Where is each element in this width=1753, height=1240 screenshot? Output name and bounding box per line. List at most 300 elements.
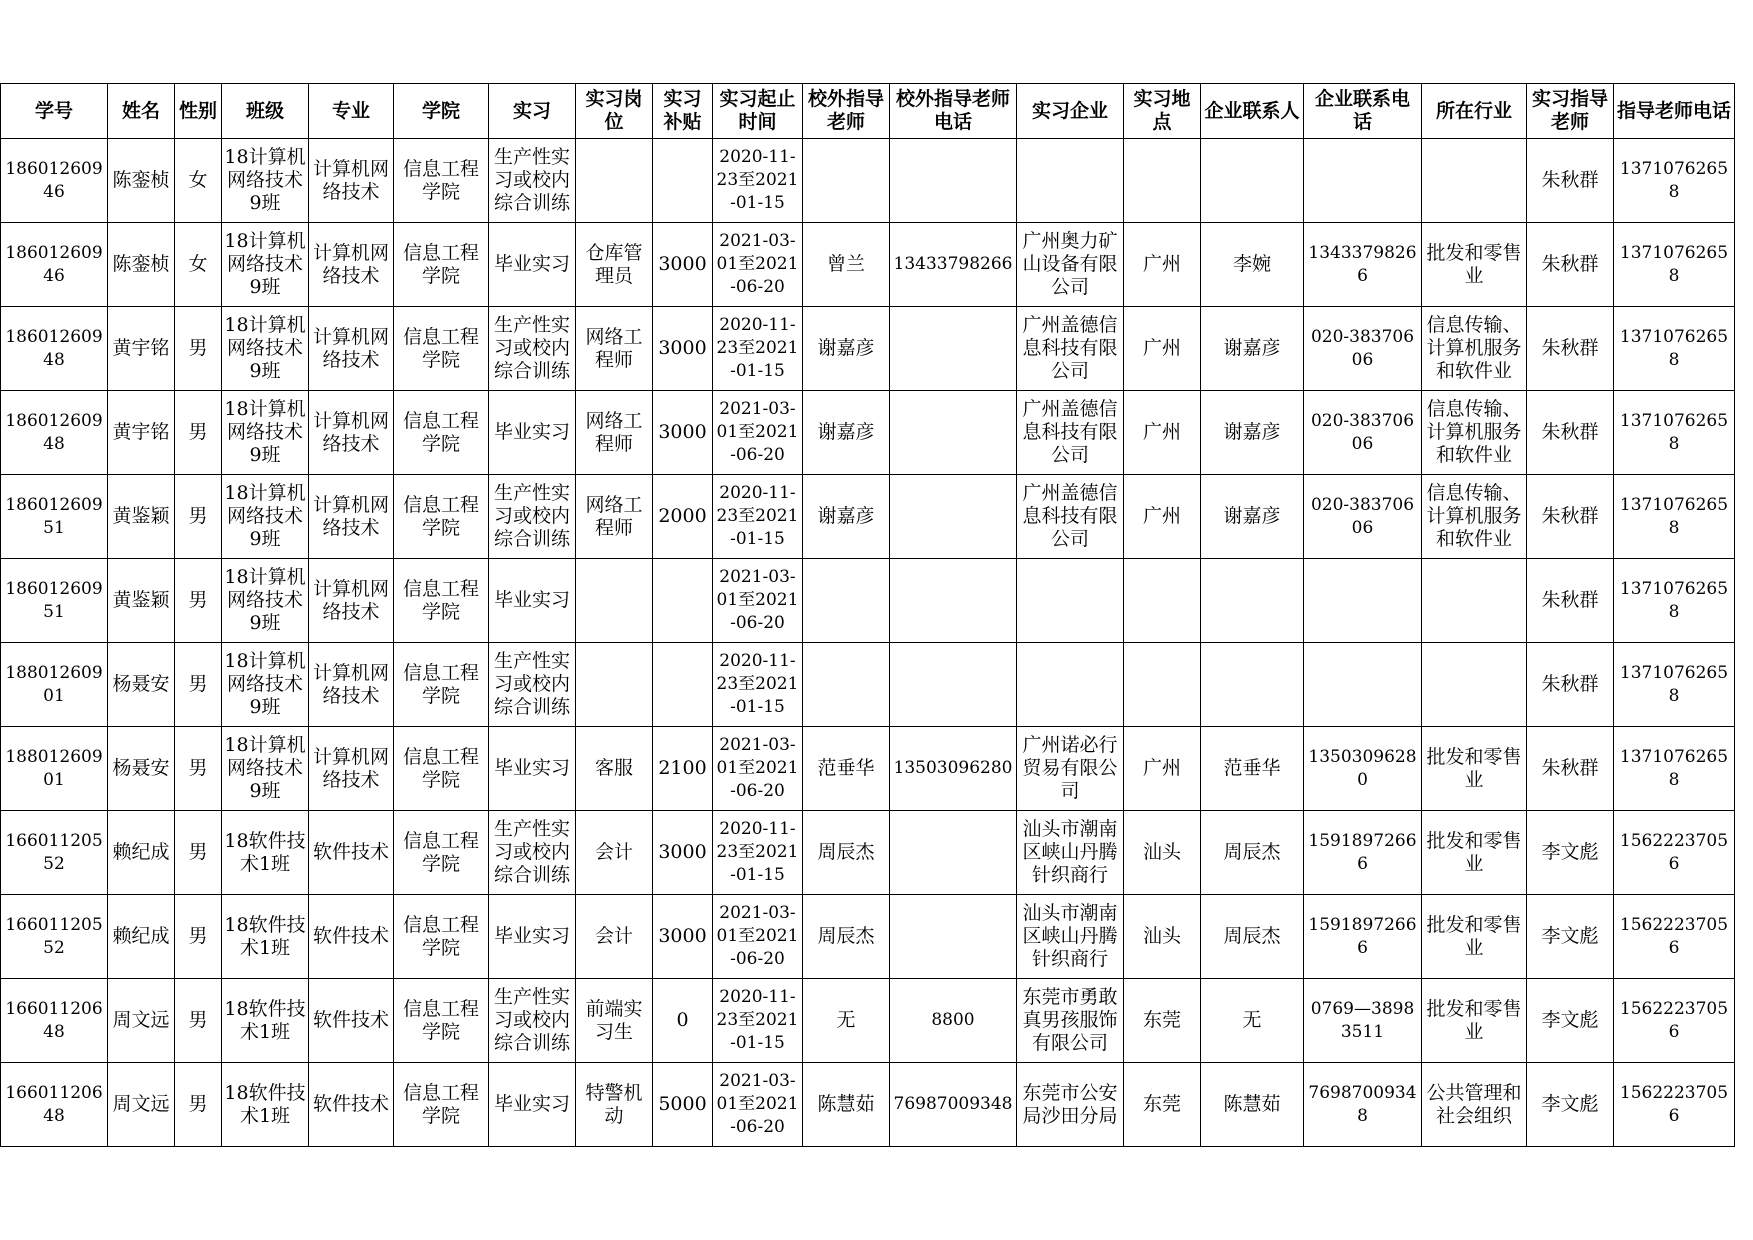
- cell-company: [1017, 223, 1124, 307]
- cell-text: 计算机网络技术: [312, 241, 389, 287]
- cell-text: 会计: [594, 841, 633, 863]
- cell-text: 13710762658: [1619, 242, 1729, 286]
- cell-text: 陈銮桢: [112, 169, 170, 191]
- cell-class: [222, 223, 309, 307]
- cell-period: [713, 559, 803, 643]
- cell-text: 前端实习生: [585, 997, 643, 1043]
- cell-text: 广州: [1142, 505, 1181, 527]
- cell-text: 020-38370606: [1310, 494, 1415, 538]
- cell-student-id: [1, 475, 108, 559]
- cell-text: 毕业实习: [493, 1093, 570, 1115]
- cell-class: [222, 727, 309, 811]
- cell-internship-type: [489, 811, 576, 895]
- cell-external-tutor: [803, 895, 890, 979]
- cell-text: 杨聂安: [112, 757, 170, 779]
- cell-text: 2020-11-23至2021-01-15: [716, 651, 799, 717]
- cell-internship-type: [489, 727, 576, 811]
- cell-text: 2020-11-23至2021-01-15: [716, 315, 799, 381]
- cell-company-contact: [1201, 475, 1304, 559]
- cell-text: 16601120648: [5, 1082, 103, 1126]
- cell-internship-tutor: [1527, 307, 1614, 391]
- cell-text: 生产性实习或校内综合训练: [493, 650, 570, 718]
- cell-subsidy: [653, 391, 713, 475]
- cell-text: 2021-03-01至2021-06-20: [716, 735, 799, 801]
- cell-text: 朱秋群: [1541, 253, 1599, 275]
- cell-text: 无: [836, 1009, 856, 1031]
- cell-internship-type: [489, 223, 576, 307]
- cell-text: 朱秋群: [1541, 505, 1599, 527]
- cell-period: [713, 895, 803, 979]
- cell-name: [108, 979, 175, 1063]
- cell-text: 2100: [658, 757, 707, 779]
- cell-text: 信息工程学院: [402, 829, 479, 875]
- cell-location: [1124, 559, 1201, 643]
- cell-company-contact: [1201, 391, 1304, 475]
- cell-text: 朱秋群: [1541, 421, 1599, 443]
- cell-text: 13433798266: [893, 254, 1013, 274]
- cell-company: [1017, 559, 1124, 643]
- cell-tutor-phone: [1614, 391, 1735, 475]
- column-header-class: 班级: [222, 84, 309, 139]
- cell-text: 2021-03-01至2021-06-20: [716, 399, 799, 465]
- cell-internship-type: [489, 895, 576, 979]
- cell-text: 生产性实习或校内综合训练: [493, 314, 570, 382]
- cell-text: 计算机网络技术: [312, 577, 389, 623]
- cell-college: [394, 475, 489, 559]
- table-row: [1, 223, 1735, 307]
- cell-position: [576, 307, 653, 391]
- header-row: [1, 84, 1735, 139]
- cell-position: [576, 727, 653, 811]
- cell-company-contact: [1201, 979, 1304, 1063]
- cell-industry: [1422, 727, 1527, 811]
- cell-class: [222, 475, 309, 559]
- cell-external-tutor: [803, 139, 890, 223]
- table-row: [1, 475, 1735, 559]
- cell-location: [1124, 475, 1201, 559]
- cell-text: 2021-03-01至2021-06-20: [716, 903, 799, 969]
- cell-text: 男: [188, 841, 208, 863]
- cell-text: 2021-03-01至2021-06-20: [716, 567, 799, 633]
- cell-text: 18计算机网络技术9班: [224, 734, 306, 802]
- cell-text: 男: [188, 589, 208, 611]
- cell-gender: [175, 475, 222, 559]
- cell-text: 批发和零售业: [1426, 997, 1522, 1043]
- cell-external-tutor-phone: [890, 475, 1017, 559]
- cell-industry: [1422, 1063, 1527, 1147]
- cell-position: [576, 559, 653, 643]
- cell-text: 广州: [1142, 757, 1181, 779]
- cell-text: 网络工程师: [585, 493, 643, 539]
- cell-subsidy: [653, 643, 713, 727]
- cell-text: 76987009348: [893, 1094, 1013, 1114]
- cell-gender: [175, 391, 222, 475]
- cell-external-tutor-phone: [890, 895, 1017, 979]
- cell-college: [394, 727, 489, 811]
- cell-text: 生产性实习或校内综合训练: [493, 482, 570, 550]
- cell-text: 汕头: [1142, 841, 1181, 863]
- table-row: [1, 811, 1735, 895]
- cell-internship-type: [489, 559, 576, 643]
- cell-tutor-phone: [1614, 643, 1735, 727]
- cell-text: 批发和零售业: [1426, 745, 1522, 791]
- table-row: [1, 979, 1735, 1063]
- cell-industry: [1422, 559, 1527, 643]
- cell-external-tutor-phone: [890, 643, 1017, 727]
- cell-external-tutor-phone: [890, 223, 1017, 307]
- cell-subsidy: [653, 475, 713, 559]
- cell-text: 13710762658: [1619, 158, 1729, 202]
- cell-text: 18601260951: [5, 578, 103, 622]
- cell-position: [576, 475, 653, 559]
- cell-text: 周辰杰: [1223, 925, 1281, 947]
- cell-text: 13710762658: [1619, 578, 1729, 622]
- cell-text: 广州: [1142, 337, 1181, 359]
- cell-company-contact: [1201, 811, 1304, 895]
- cell-industry: [1422, 223, 1527, 307]
- cell-text: 范垂华: [817, 757, 875, 779]
- cell-company-phone: [1304, 391, 1422, 475]
- cell-text: 赖纪成: [112, 841, 170, 863]
- cell-gender: [175, 223, 222, 307]
- column-header-external-tutor-phone: 校外指导老师电话: [890, 84, 1017, 139]
- cell-text: 毕业实习: [493, 589, 570, 611]
- cell-external-tutor: [803, 979, 890, 1063]
- cell-text: 男: [188, 421, 208, 443]
- cell-college: [394, 559, 489, 643]
- table-row: [1, 559, 1735, 643]
- cell-text: 13503096280: [893, 758, 1013, 778]
- cell-text: 信息传输、计算机服务和软件业: [1426, 398, 1522, 466]
- cell-text: 生产性实习或校内综合训练: [493, 818, 570, 886]
- cell-text: 朱秋群: [1541, 757, 1599, 779]
- cell-text: 信息传输、计算机服务和软件业: [1426, 314, 1522, 382]
- cell-text: 谢嘉彦: [1223, 337, 1281, 359]
- cell-college: [394, 1063, 489, 1147]
- cell-internship-type: [489, 979, 576, 1063]
- table-row: [1, 139, 1735, 223]
- cell-external-tutor: [803, 391, 890, 475]
- cell-period: [713, 979, 803, 1063]
- cell-text: 信息工程学院: [402, 745, 479, 791]
- cell-text: 18计算机网络技术9班: [224, 398, 306, 466]
- cell-text: 杨聂安: [112, 673, 170, 695]
- cell-subsidy: [653, 223, 713, 307]
- cell-text: 李文彪: [1541, 925, 1599, 947]
- cell-external-tutor-phone: [890, 1063, 1017, 1147]
- cell-text: 18软件技术1班: [224, 913, 306, 959]
- cell-gender: [175, 979, 222, 1063]
- cell-name: [108, 811, 175, 895]
- cell-text: 毕业实习: [493, 253, 570, 275]
- cell-text: 0769—38983511: [1310, 998, 1415, 1042]
- cell-text: 广州盖德信息科技有限公司: [1022, 398, 1118, 466]
- cell-period: [713, 139, 803, 223]
- cell-external-tutor-phone: [890, 307, 1017, 391]
- cell-company: [1017, 391, 1124, 475]
- cell-name: [108, 223, 175, 307]
- cell-college: [394, 139, 489, 223]
- cell-location: [1124, 1063, 1201, 1147]
- cell-student-id: [1, 727, 108, 811]
- cell-external-tutor-phone: [890, 559, 1017, 643]
- column-header-industry: 所在行业: [1422, 84, 1527, 139]
- cell-text: 15622237056: [1619, 914, 1729, 958]
- table-row: [1, 895, 1735, 979]
- cell-company: [1017, 475, 1124, 559]
- cell-text: 陈銮桢: [112, 253, 170, 275]
- cell-external-tutor: [803, 307, 890, 391]
- cell-college: [394, 391, 489, 475]
- cell-period: [713, 475, 803, 559]
- cell-class: [222, 895, 309, 979]
- cell-text: 13710762658: [1619, 326, 1729, 370]
- cell-company-contact: [1201, 559, 1304, 643]
- cell-gender: [175, 727, 222, 811]
- cell-text: 软件技术: [312, 841, 389, 863]
- cell-industry: [1422, 643, 1527, 727]
- cell-name: [108, 475, 175, 559]
- cell-text: 曾兰: [826, 253, 865, 275]
- cell-text: 信息工程学院: [402, 913, 479, 959]
- cell-company: [1017, 979, 1124, 1063]
- cell-company-contact: [1201, 895, 1304, 979]
- cell-external-tutor-phone: [890, 727, 1017, 811]
- cell-internship-tutor: [1527, 139, 1614, 223]
- cell-gender: [175, 643, 222, 727]
- cell-text: 16601120648: [5, 998, 103, 1042]
- cell-text: 3000: [658, 337, 707, 359]
- cell-position: [576, 979, 653, 1063]
- cell-college: [394, 979, 489, 1063]
- cell-text: 仓库管理员: [585, 241, 643, 287]
- cell-text: 15622237056: [1619, 830, 1729, 874]
- cell-text: 黄鉴颖: [112, 505, 170, 527]
- cell-text: 无: [1242, 1009, 1262, 1031]
- cell-company-contact: [1201, 139, 1304, 223]
- column-header-subsidy: 实习补贴: [653, 84, 713, 139]
- cell-internship-tutor: [1527, 643, 1614, 727]
- cell-location: [1124, 643, 1201, 727]
- cell-company-phone: [1304, 979, 1422, 1063]
- table-row: [1, 643, 1735, 727]
- cell-text: 周文远: [112, 1009, 170, 1031]
- cell-student-id: [1, 307, 108, 391]
- cell-external-tutor: [803, 643, 890, 727]
- cell-text: 15622237056: [1619, 1082, 1729, 1126]
- cell-location: [1124, 223, 1201, 307]
- cell-company-phone: [1304, 139, 1422, 223]
- cell-class: [222, 139, 309, 223]
- column-header-internship-tutor: 实习指导老师: [1527, 84, 1614, 139]
- column-header-major: 专业: [309, 84, 394, 139]
- cell-text: 2000: [658, 505, 707, 527]
- cell-location: [1124, 139, 1201, 223]
- cell-text: 陈慧茹: [1223, 1093, 1281, 1115]
- cell-text: 李婉: [1232, 253, 1271, 275]
- cell-college: [394, 223, 489, 307]
- cell-tutor-phone: [1614, 1063, 1735, 1147]
- cell-text: 13710762658: [1619, 662, 1729, 706]
- cell-text: 2020-11-23至2021-01-15: [716, 147, 799, 213]
- cell-college: [394, 895, 489, 979]
- cell-text: 软件技术: [312, 1009, 389, 1031]
- cell-major: [309, 559, 394, 643]
- cell-text: 陈慧茹: [817, 1093, 875, 1115]
- cell-text: 信息工程学院: [402, 325, 479, 371]
- cell-text: 16601120552: [5, 914, 103, 958]
- cell-text: 18601260951: [5, 494, 103, 538]
- cell-student-id: [1, 391, 108, 475]
- cell-class: [222, 1063, 309, 1147]
- cell-text: 毕业实习: [493, 421, 570, 443]
- cell-text: 18软件技术1班: [224, 1081, 306, 1127]
- cell-text: 计算机网络技术: [312, 745, 389, 791]
- cell-internship-type: [489, 643, 576, 727]
- cell-text: 计算机网络技术: [312, 409, 389, 455]
- cell-text: 李文彪: [1541, 1009, 1599, 1031]
- cell-period: [713, 223, 803, 307]
- cell-name: [108, 1063, 175, 1147]
- cell-internship-tutor: [1527, 475, 1614, 559]
- cell-major: [309, 391, 394, 475]
- cell-position: [576, 811, 653, 895]
- cell-tutor-phone: [1614, 979, 1735, 1063]
- cell-text: 生产性实习或校内综合训练: [493, 986, 570, 1054]
- cell-text: 15918972666: [1308, 830, 1417, 874]
- cell-location: [1124, 727, 1201, 811]
- cell-text: 谢嘉彦: [1223, 505, 1281, 527]
- cell-text: 76987009348: [1308, 1082, 1417, 1126]
- cell-industry: [1422, 979, 1527, 1063]
- cell-class: [222, 979, 309, 1063]
- cell-text: 周文远: [112, 1093, 170, 1115]
- cell-text: 信息工程学院: [402, 1081, 479, 1127]
- column-header-name: 姓名: [108, 84, 175, 139]
- cell-text: 2020-11-23至2021-01-15: [716, 819, 799, 885]
- cell-major: [309, 643, 394, 727]
- cell-text: 8800: [931, 1010, 975, 1030]
- cell-position: [576, 895, 653, 979]
- cell-industry: [1422, 307, 1527, 391]
- cell-text: 批发和零售业: [1426, 241, 1522, 287]
- cell-class: [222, 391, 309, 475]
- cell-external-tutor-phone: [890, 811, 1017, 895]
- cell-position: [576, 1063, 653, 1147]
- cell-name: [108, 727, 175, 811]
- cell-name: [108, 391, 175, 475]
- cell-major: [309, 307, 394, 391]
- cell-text: 谢嘉彦: [1223, 421, 1281, 443]
- column-header-college: 学院: [394, 84, 489, 139]
- cell-internship-tutor: [1527, 895, 1614, 979]
- cell-college: [394, 307, 489, 391]
- cell-student-id: [1, 895, 108, 979]
- cell-text: 广州: [1142, 253, 1181, 275]
- table-row: [1, 727, 1735, 811]
- cell-text: 2021-03-01至2021-06-20: [716, 231, 799, 297]
- cell-company-phone: [1304, 223, 1422, 307]
- cell-text: 软件技术: [312, 1093, 389, 1115]
- cell-text: 东莞市勇敢真男孩服饰有限公司: [1022, 986, 1118, 1054]
- cell-period: [713, 643, 803, 727]
- cell-company: [1017, 895, 1124, 979]
- cell-company: [1017, 643, 1124, 727]
- cell-location: [1124, 895, 1201, 979]
- cell-industry: [1422, 139, 1527, 223]
- cell-text: 18计算机网络技术9班: [224, 650, 306, 718]
- cell-major: [309, 811, 394, 895]
- cell-text: 网络工程师: [585, 409, 643, 455]
- cell-text: 信息工程学院: [402, 577, 479, 623]
- cell-company-contact: [1201, 727, 1304, 811]
- cell-text: 3000: [658, 421, 707, 443]
- cell-tutor-phone: [1614, 475, 1735, 559]
- cell-text: 男: [188, 505, 208, 527]
- cell-text: 李文彪: [1541, 841, 1599, 863]
- cell-company: [1017, 139, 1124, 223]
- cell-text: 东莞: [1142, 1009, 1181, 1031]
- cell-text: 计算机网络技术: [312, 493, 389, 539]
- cell-student-id: [1, 979, 108, 1063]
- cell-text: 朱秋群: [1541, 589, 1599, 611]
- cell-text: 周辰杰: [817, 841, 875, 863]
- cell-major: [309, 979, 394, 1063]
- cell-text: 信息工程学院: [402, 997, 479, 1043]
- cell-position: [576, 223, 653, 307]
- cell-text: 范垂华: [1223, 757, 1281, 779]
- cell-company-phone: [1304, 727, 1422, 811]
- cell-text: 广州奥力矿山设备有限公司: [1022, 230, 1118, 298]
- cell-major: [309, 475, 394, 559]
- cell-subsidy: [653, 1063, 713, 1147]
- cell-text: 毕业实习: [493, 925, 570, 947]
- cell-text: 黄宇铭: [112, 337, 170, 359]
- cell-text: 5000: [658, 1093, 707, 1115]
- cell-company: [1017, 727, 1124, 811]
- table-row: [1, 1063, 1735, 1147]
- cell-subsidy: [653, 727, 713, 811]
- cell-company-contact: [1201, 1063, 1304, 1147]
- cell-internship-tutor: [1527, 1063, 1614, 1147]
- cell-text: 谢嘉彦: [817, 337, 875, 359]
- cell-name: [108, 895, 175, 979]
- column-header-gender: 性别: [175, 84, 222, 139]
- cell-text: 网络工程师: [585, 325, 643, 371]
- cell-text: 朱秋群: [1541, 169, 1599, 191]
- cell-text: 13710762658: [1619, 494, 1729, 538]
- cell-text: 计算机网络技术: [312, 325, 389, 371]
- cell-text: 男: [188, 673, 208, 695]
- cell-student-id: [1, 559, 108, 643]
- cell-subsidy: [653, 139, 713, 223]
- cell-internship-tutor: [1527, 727, 1614, 811]
- cell-text: 3000: [658, 841, 707, 863]
- cell-text: 会计: [594, 925, 633, 947]
- cell-location: [1124, 979, 1201, 1063]
- cell-text: 3000: [658, 253, 707, 275]
- cell-company-contact: [1201, 223, 1304, 307]
- cell-period: [713, 307, 803, 391]
- cell-external-tutor-phone: [890, 139, 1017, 223]
- cell-gender: [175, 1063, 222, 1147]
- cell-tutor-phone: [1614, 223, 1735, 307]
- cell-location: [1124, 391, 1201, 475]
- cell-name: [108, 559, 175, 643]
- cell-company-phone: [1304, 643, 1422, 727]
- column-header-internship-type: 实习: [489, 84, 576, 139]
- cell-text: 18计算机网络技术9班: [224, 314, 306, 382]
